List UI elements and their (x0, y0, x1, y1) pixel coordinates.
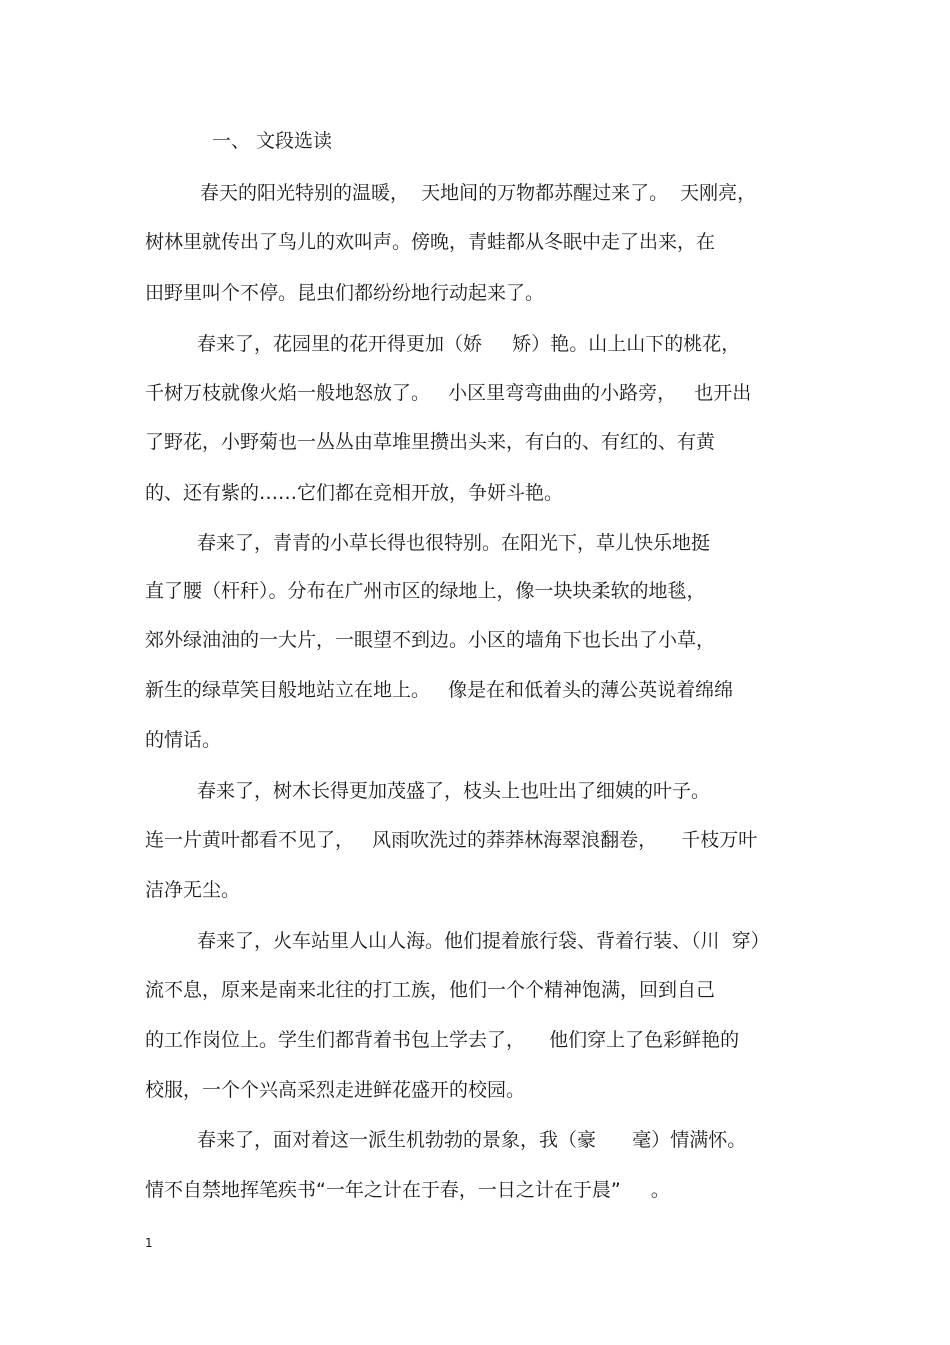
text-line: 的、还有紫的……它们都在竞相开放，争妍斗艳。 (145, 482, 564, 504)
text-line: 春来了，花园里的花开得更加（娇 矫）艳。山上山下的桃花， (197, 333, 741, 355)
text-line: 校服，一个个兴高采烈走进鲜花盛开的校园。 (145, 1079, 526, 1101)
text-line: 的情话。 (145, 729, 222, 751)
text-line: 洁净无尘。 (145, 879, 241, 901)
text-line: 千树万枝就像火焰一般地怒放了。 小区里弯弯曲曲的小路旁， 也开出 (145, 382, 752, 404)
text-line: 情不自禁地挥笔疾书“一年之计在于春，一日之计在于晨” 。 (145, 1179, 670, 1201)
text-line: 郊外绿油油的一大片，一眼望不到边。小区的墙角下也长出了小草， (145, 629, 716, 651)
text-line: 流不息，原来是南来北往的打工族，他们一个个精神饱满，回到自己 (145, 979, 716, 1001)
text-line: 春来了，青青的小草长得也很特别。在阳光下，草儿快乐地挺 (197, 532, 711, 554)
text-line: 春来了，面对着这一派生机勃勃的景象，我（豪 毫）情满怀。 (197, 1129, 747, 1151)
page-number: 1 (145, 1236, 153, 1250)
text-line: 新生的绿草笑目般地站立在地上。 像是在和低着头的薄公英说着绵绵 (145, 679, 734, 701)
text-line: 直了腰（杆秆）。分布在广州市区的绿地上，像一块块柔软的地毯， (145, 580, 706, 602)
text-line: 的工作岗位上。学生们都背着书包上学去了， 他们穿上了色彩鲜艳的 (145, 1029, 740, 1051)
text-line: 了野花，小野菊也一丛丛由草堆里攒出头来，有白的、有红的、有黄 (145, 431, 716, 453)
text-line: 春来了，树木长得更加茂盛了，枝头上也吐出了细姨的叶子。 (197, 780, 711, 802)
text-line: 田野里叫个不停。昆虫们都纷纷地行动起来了。 (145, 282, 545, 304)
text-line: 树林里就传出了鸟儿的欢叫声。傍晚，青蛙都从冬眠中走了出来，在 (145, 231, 716, 253)
text-line: 春天的阳光特别的温暖， 天地间的万物都苏醒过来了。 天刚亮， (200, 182, 757, 204)
text-line: 连一片黄叶都看不见了， 风雨吹洗过的莽莽林海翠浪翻卷， 千枝万叶 (145, 829, 758, 851)
text-line: 春来了，火车站里人山人海。他们提着旅行袋、背着行装、（川 穿） (197, 930, 770, 952)
section-title: 一、 文段选读 (212, 130, 333, 152)
